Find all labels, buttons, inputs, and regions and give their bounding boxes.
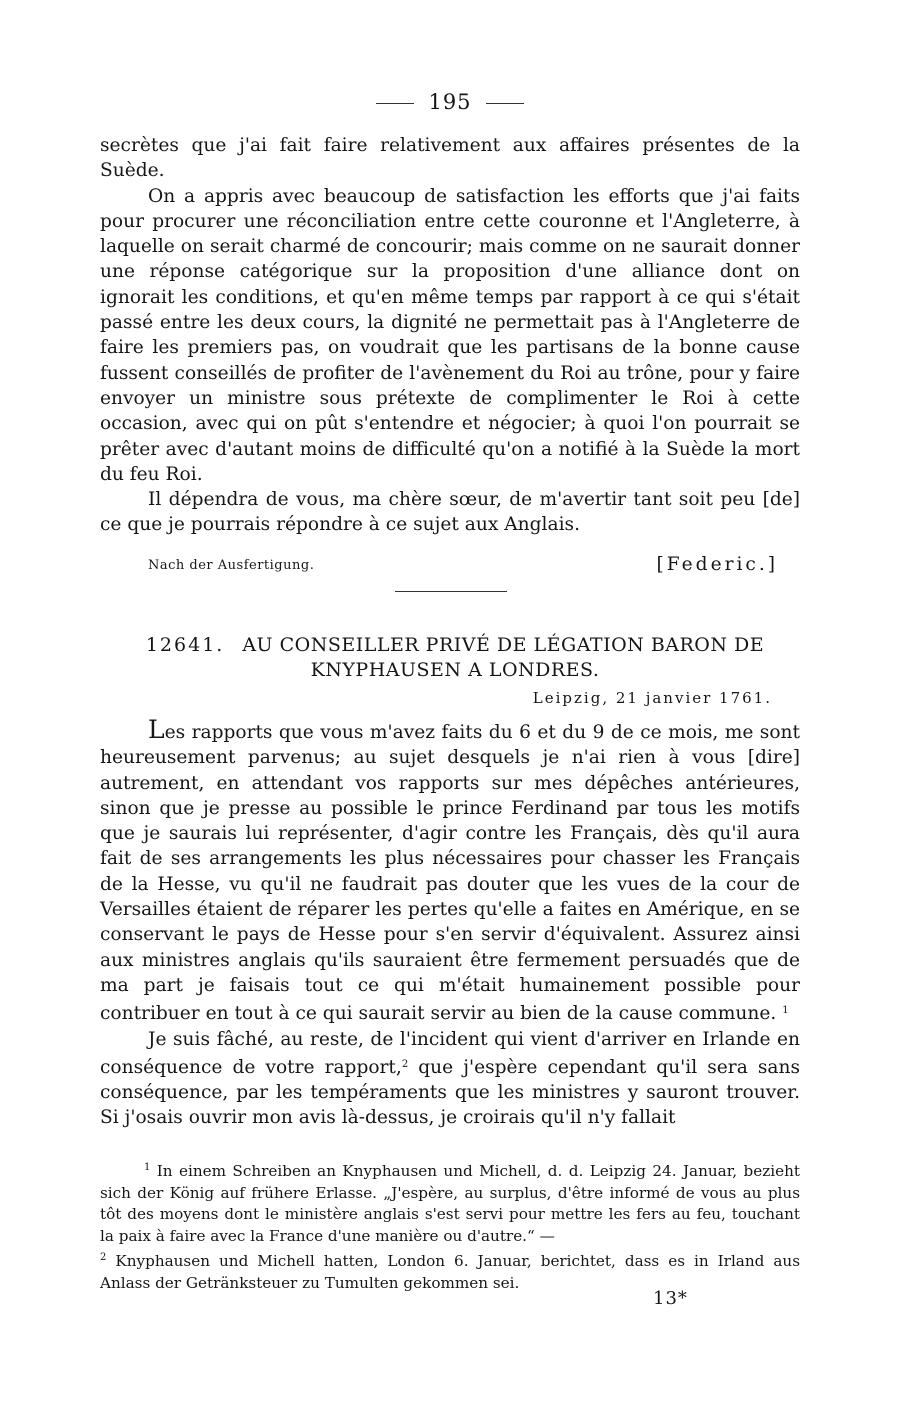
paragraph	[100, 1027, 800, 1131]
footnote-1	[100, 1157, 800, 1247]
footnotes	[100, 1157, 800, 1294]
letter-body	[100, 717, 800, 1131]
paragraph-text: es rapports que vous m'avez faits du 6 et du 9 de ce mois, me sont heureusement parvenus; au sujet desquels je n'ai rien à vous [dire] autrement, en attendant vos rapports sur mes dépêches antérieures, sinon que je presse au possible le prince Ferdinand par tous les motifs que je saurais lui représenter, d'agir contre les Français, dès qu'il aura fait de ses arrangements les plus nécessaires pour chasser les Français de la Hesse, vu qu'il ne faudrait pas douter que les vues de la cour de Versailles étaient de réparer les pertes qu'elle a faites en Amérique, en se conservant le pays de Hesse pour s'en servir d'équivalent. Assurez ainsi aux ministres anglais qu'ils sauraient être fermement persuadés que de ma part je faisais tout ce qui m'était humainement possible pour contribuer en tout à ce qui saurait servir au bien de la cause commune.	[100, 722, 800, 1025]
header-dash-right	[486, 103, 524, 104]
document-heading	[110, 633, 800, 683]
footnote-ref: 2	[401, 1058, 409, 1070]
paragraph-text: que j'espère cependant qu'il sera sans conséquence, par les tempéraments que les ministres y sauront trouver. Si j'osais ouvrir mon avis là-dessus, je croirais qu'il n'y fallait	[100, 1056, 800, 1129]
previous-letter	[100, 133, 800, 538]
source-row	[148, 551, 778, 579]
document-title-line1: AU CONSEILLER PRIVÉ DE LÉGATION BARON DE	[242, 634, 765, 656]
letter-signature: [Federic.]	[656, 554, 778, 575]
document-number: 12641.	[145, 634, 225, 656]
header-dash-left	[376, 103, 414, 104]
footnote-2	[100, 1247, 800, 1294]
paragraph-text: Je suis fâché, au reste, de l'incident qui vient d'arriver en Irlande en conséquence de votre rapport,	[100, 1028, 800, 1078]
footnote-ref: 1	[782, 1005, 789, 1017]
footnote-text: Knyphausen und Michell hatten, London 6. Januar, berichtet, dass es in Irland aus Anlass der Getränksteuer zu Tumulten gekommen sei.	[100, 1252, 800, 1292]
page-number: 195	[428, 90, 472, 114]
page-header	[0, 90, 900, 114]
footnote-text: In einem Schreiben an Knyphausen und Michell, d. d. Leipzig 24. Januar, bezieht sich der König auf frühere Erlasse. „J'espère, au surplus, d'être informé de vous au plus tôt des moyens dont le ministère anglais s'est servi pour mettre les fers au feu, touchant la paix à faire avec la France d'une manière ou d'autre.“ —	[100, 1162, 800, 1245]
dateline: Leipzig, 21 janvier 1761.	[532, 689, 772, 707]
paragraph: Il dépendra de vous, ma chère sœur, de m'avertir tant soit peu [de] ce que je pourrais répondre à ce sujet aux Anglais.	[100, 489, 800, 536]
document-title-line2: KNYPHAUSEN A LONDRES.	[310, 659, 600, 681]
initial-letter: L	[148, 715, 165, 744]
source-note: Nach der Ausfertigung.	[148, 558, 315, 573]
paragraph	[100, 717, 800, 1027]
footnote-marker: 2	[100, 1252, 107, 1263]
paragraph-continuation: secrètes que j'ai fait faire relativement aux affaires présentes de la Suède.	[100, 135, 800, 182]
sheet-signature: 13*	[653, 1288, 688, 1309]
section-divider	[395, 591, 507, 592]
footnote-marker: 1	[144, 1162, 151, 1173]
paragraph: On a appris avec beaucoup de satisfaction les efforts que j'ai faits pour procurer une réconciliation entre cette couronne et l'Angleterre, à laquelle on serait charmé de concourir; mais comme on ne saurait donner une réponse catégorique sur la proposition d'une alliance dont on ignorait les conditions, et qu'en même temps par rapport à ce qui s'était passé entre les deux cours, la dignité ne permettait pas à l'Angleterre de faire les premiers pas, on voudrait que les partisans de la bonne cause fussent conseillés de profiter de l'avènement du Roi au trône, pour y faire envoyer un ministre sous prétexte de complimenter le Roi à cette occasion, avec qui on pût s'entendre et négocier; à quoi l'on pourrait se prêter avec d'autant moins de difficulté qu'on a notifié à la Suède la mort du feu Roi.	[100, 185, 800, 485]
